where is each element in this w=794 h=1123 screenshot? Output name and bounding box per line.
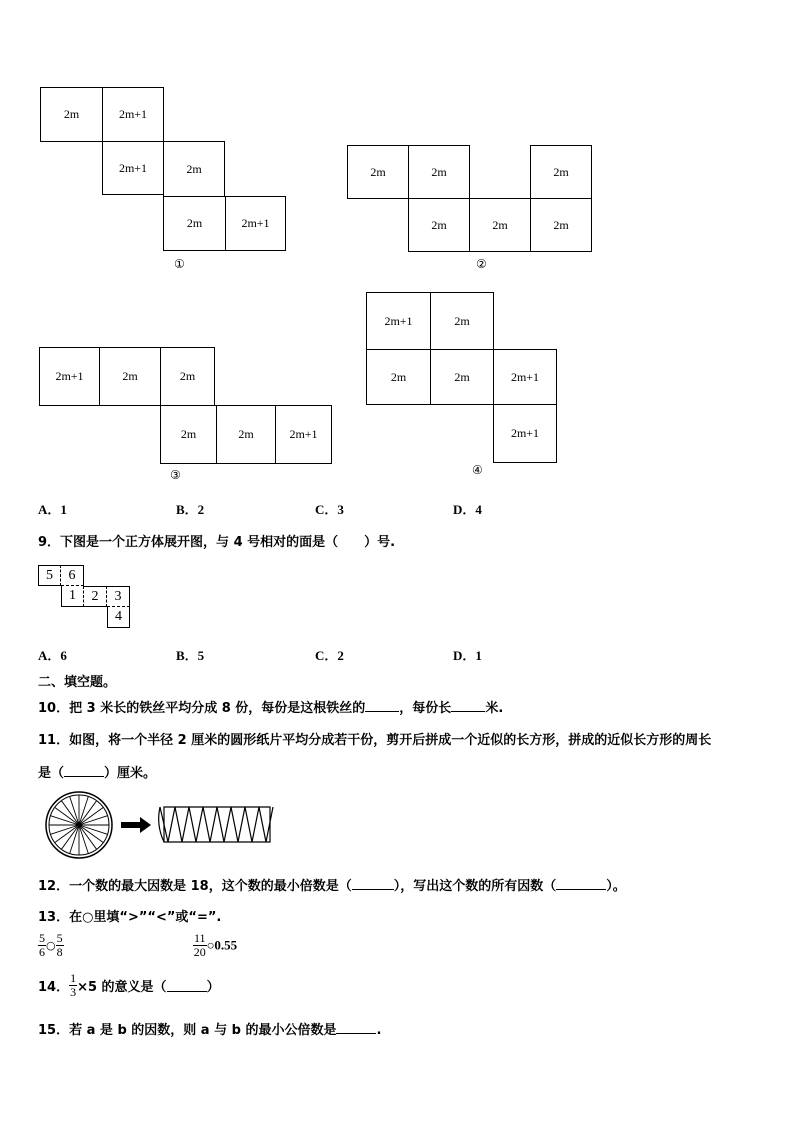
q11-line-1: 11．如图，将一个半径 2 厘米的圆形纸片平均分成若干份，剪开后拼成一个近似的长方形，拼成的近似长方形的周长 <box>38 733 712 748</box>
q12-text-c: ）。 <box>606 879 626 894</box>
q14-end: ） <box>206 980 220 995</box>
q12-blank-1[interactable] <box>352 877 394 890</box>
q15-question <box>38 1019 381 1038</box>
q9-cell: 3 <box>107 586 130 607</box>
net-4-cell: 2m+1 <box>493 349 557 405</box>
net-2-cell: 2m <box>347 145 409 199</box>
q15-text-b: . <box>376 1023 382 1038</box>
q10-text-a: 10．把 3 米长的铁丝平均分成 8 份，每份是这根铁丝的 <box>38 701 366 716</box>
fraction: $\frac{5}{8}$ <box>56 931 63 959</box>
q11-text-a: 是（ <box>38 766 65 781</box>
net-2-cell: 2m <box>530 198 592 252</box>
fraction: $\frac{5}{6}$ <box>39 931 45 959</box>
q10-text-b: ，每份长 <box>399 701 452 716</box>
net-4-label: ④ <box>472 463 483 477</box>
sectored-circle-icon <box>46 792 112 858</box>
q15-text-a: 15．若 a 是 b 的因数，则 a 与 b 的最小公倍数是 <box>38 1023 337 1038</box>
net-2-cell: 2m <box>530 145 592 199</box>
q9-question: 9．下图是一个正方体展开图，与 4 号相对的面是（ ）号. <box>38 535 396 550</box>
q10-question <box>38 697 503 716</box>
q13-compare-2 <box>193 932 237 959</box>
q12-blank-2[interactable] <box>556 877 606 890</box>
net-2-label: ② <box>476 257 487 271</box>
q11-blank[interactable] <box>64 764 104 777</box>
net-1-label: ① <box>174 257 185 271</box>
q14-text: ×5 的意义是（ <box>77 980 167 995</box>
q12-text-a: 12．一个数的最大因数是 18，这个数的最小倍数是（ <box>38 879 352 894</box>
q10-blank-1[interactable] <box>365 699 399 712</box>
q9-option-c[interactable]: C．2 <box>315 648 344 663</box>
q11-line-2 <box>38 762 156 781</box>
q9-cell: 4 <box>107 607 130 628</box>
compare-circle[interactable]: ○ <box>46 939 56 952</box>
q14-blank[interactable] <box>167 979 207 992</box>
q10-text-c: 米. <box>485 701 504 716</box>
net-4-cell: 2m <box>366 349 431 405</box>
q8-option-b[interactable]: B．2 <box>176 502 205 517</box>
q8-option-d[interactable]: D．4 <box>453 502 482 517</box>
net-1-cell: 2m+1 <box>102 141 164 195</box>
q9-option-b[interactable]: B．5 <box>176 648 205 663</box>
net-3-cell: 2m <box>160 347 215 406</box>
q9-cell: 5 <box>38 565 61 586</box>
arrow-right-icon <box>121 817 151 833</box>
net-3-label: ③ <box>170 468 181 482</box>
q9-option-a[interactable]: A．6 <box>38 648 67 663</box>
net-1-cell: 2m <box>163 141 225 197</box>
q14-question <box>38 972 220 999</box>
net-3-cell: 2m <box>160 405 217 464</box>
net-3-cell: 2m <box>216 405 276 464</box>
q9-cell: 1 <box>61 586 84 607</box>
q12-question <box>38 875 626 894</box>
circle-to-rectangle-figure <box>44 790 276 860</box>
q14-number: 14． <box>38 980 70 995</box>
net-1-cell: 2m+1 <box>225 196 286 251</box>
net-3-cell: 2m+1 <box>39 347 100 406</box>
net-2-cell: 2m <box>408 145 470 199</box>
net-2-cell: 2m <box>408 198 470 252</box>
q8-option-a[interactable]: A．1 <box>38 502 67 517</box>
q11-text-b: ）厘米。 <box>104 766 157 781</box>
net-1-cell: 2m+1 <box>102 87 164 142</box>
q9-cell: 2 <box>84 586 107 607</box>
net-4-cell: 2m+1 <box>366 292 431 350</box>
fraction: $\frac{11}{20}$ <box>193 931 206 959</box>
net-1-cell: 2m <box>163 196 226 251</box>
q12-text-b: ），写出这个数的所有因数（ <box>393 879 557 894</box>
zigzag-rectangle-icon <box>159 807 273 842</box>
q9-option-d[interactable]: D．1 <box>453 648 482 663</box>
net-3-cell: 2m <box>99 347 161 406</box>
q8-option-c[interactable]: C．3 <box>315 502 344 517</box>
section-heading: 二、填空题。 <box>38 675 117 690</box>
fraction: $\frac{1}{3}$ <box>70 971 77 999</box>
q10-blank-2[interactable] <box>451 699 485 712</box>
net-4-cell: 2m <box>430 349 494 405</box>
q15-blank[interactable] <box>336 1021 376 1034</box>
net-1-cell: 2m <box>40 87 103 142</box>
q13-compare-1 <box>38 932 64 959</box>
net-2-cell: 2m <box>469 198 531 252</box>
net-3-cell: 2m+1 <box>275 405 332 464</box>
q13-question: 13．在○里填“>”“<”或“=”. <box>38 910 222 925</box>
compare-value[interactable]: ○0.55 <box>206 937 238 953</box>
net-4-cell: 2m <box>430 292 494 350</box>
net-4-cell: 2m+1 <box>493 404 557 463</box>
q9-cell: 6 <box>61 565 84 586</box>
